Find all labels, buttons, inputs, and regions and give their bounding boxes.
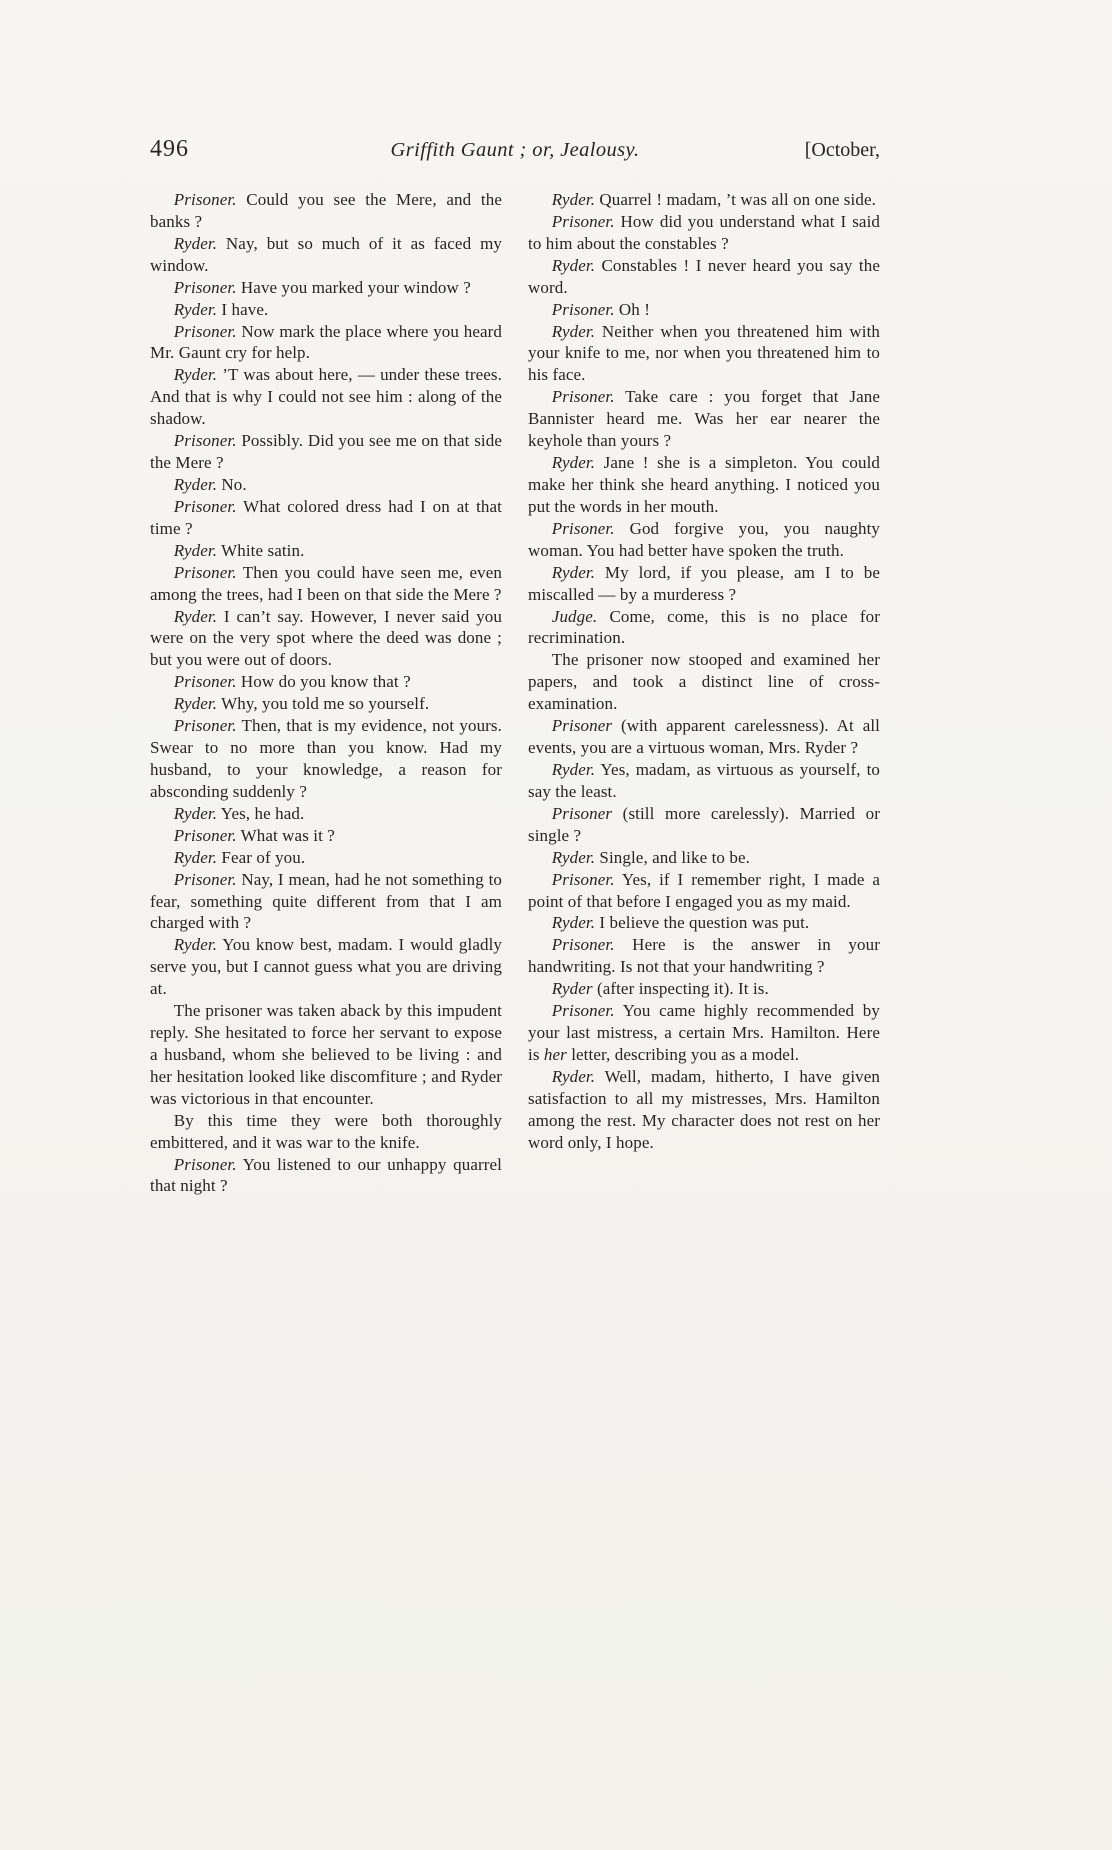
- text-run: By this time they were both thoroughly embittered, and it was war to the knife.: [150, 1110, 502, 1152]
- paragraph: [528, 1066, 880, 1154]
- italic-text: Ryder.: [551, 190, 596, 209]
- paragraph: [150, 474, 502, 496]
- paragraph: [150, 430, 502, 474]
- italic-text: Ryder.: [173, 365, 218, 385]
- running-title: Griffith Gaunt ; or, Jealousy.: [390, 139, 640, 161]
- italic-text: Prisoner.: [173, 716, 237, 736]
- issue-date: [October,: [804, 139, 880, 161]
- paragraph: [528, 606, 880, 650]
- paragraph: [528, 189, 880, 211]
- paragraph: [150, 277, 502, 299]
- italic-text: Prisoner: [551, 716, 613, 736]
- text-run: My lord, if you please, am I to be miscalled — by a murderess ?: [528, 562, 880, 604]
- paragraph: [528, 912, 880, 934]
- paragraph: [528, 715, 880, 759]
- paragraph: [528, 321, 880, 387]
- paragraph: [150, 934, 502, 1000]
- italic-text: Ryder.: [551, 321, 596, 341]
- italic-text: Prisoner.: [173, 190, 237, 209]
- italic-text: Prisoner.: [551, 1001, 615, 1021]
- paragraph: [150, 825, 502, 847]
- italic-text: Ryder: [551, 979, 593, 999]
- text-run: Then, that is my evidence, not yours. Swear to no more than you know. Had my husband, to your knowledge, a reason for absconding suddenly ?: [150, 716, 502, 801]
- two-column-text: [150, 189, 880, 1197]
- text-run: Here is the answer in your handwriting. Is not that your handwriting ?: [528, 935, 880, 977]
- text-run: Quarrel ! madam, ’t was all on one side.: [595, 190, 876, 209]
- italic-text: Ryder.: [173, 474, 218, 494]
- text-run: Well, madam, hitherto, I have given satisfaction to all my mistresses, Mrs. Hamilton among the rest. My character does not rest on her word only, I hope.: [528, 1066, 880, 1152]
- paragraph: [150, 496, 502, 540]
- text-run: The prisoner now stooped and examined her papers, and took a distinct line of cross-examination.: [528, 650, 880, 714]
- italic-text: Prisoner.: [551, 935, 615, 955]
- paragraph: [528, 759, 880, 803]
- text-run: ’T was about here, — under these trees. And that is why I could not see him : along of the shadow.: [150, 365, 502, 429]
- italic-text: Judge.: [551, 606, 598, 626]
- text-run: Why, you told me so yourself.: [217, 694, 430, 714]
- text-run: You came highly recommended by your last mistress, a certain Mrs. Hamilton. Here is: [528, 1001, 880, 1064]
- text-run: Yes, madam, as virtuous as yourself, to say the least.: [528, 759, 880, 801]
- text-run: Single, and like to be.: [595, 847, 750, 867]
- paragraph: [528, 299, 880, 321]
- italic-text: Ryder.: [173, 803, 218, 823]
- italic-text: Ryder.: [173, 299, 218, 319]
- paragraph: [150, 562, 502, 606]
- paragraph: [150, 847, 502, 869]
- italic-text: Ryder.: [173, 233, 218, 253]
- text-run: Yes, he had.: [217, 803, 305, 823]
- paragraph: [150, 693, 502, 715]
- paragraph: [528, 1000, 880, 1066]
- text-run: Possibly. Did you see me on that side the Mere ?: [150, 431, 502, 473]
- text-run: Have you marked your window ?: [236, 277, 471, 297]
- paragraph: [150, 606, 502, 672]
- text-run: Oh !: [614, 299, 651, 319]
- italic-text: Prisoner.: [551, 869, 615, 889]
- text-run: Then you could have seen me, even among the trees, had I been on that side the Mere ?: [150, 562, 502, 604]
- right-column: [528, 189, 880, 1197]
- text-run: No.: [217, 474, 247, 494]
- text-run: White satin.: [217, 540, 305, 560]
- text-run: What colored dress had I on at that time ?: [150, 496, 502, 538]
- paragraph: [528, 649, 880, 715]
- text-run: The prisoner was taken aback by this impudent reply. She hesitated to force her servant to expose a husband, whom she believed to be living : and her hesitation looked like discomfiture ; and Ryder was victorious in that encounter.: [150, 1001, 502, 1108]
- text-run: (after inspecting it). It is.: [592, 979, 769, 999]
- italic-text: Prisoner.: [173, 672, 237, 692]
- text-run: Nay, but so much of it as faced my window.: [150, 233, 502, 275]
- page-content: [150, 136, 880, 1197]
- page-number: 496: [150, 136, 189, 162]
- paragraph: [528, 452, 880, 518]
- text-run: Nay, I mean, had he not something to fear, something quite different from that I am charged with ?: [150, 869, 502, 933]
- text-run: I can’t say. However, I never said you were on the very spot where the deed was done ; but you were out of doors.: [150, 606, 502, 670]
- italic-text: Ryder.: [173, 540, 218, 560]
- paragraph: [150, 803, 502, 825]
- paragraph: [150, 671, 502, 693]
- text-run: Could you see the Mere, and the banks ?: [150, 190, 502, 231]
- paragraph: [150, 715, 502, 803]
- text-run: Now mark the place where you heard Mr. Gaunt cry for help.: [150, 321, 502, 363]
- paragraph: [150, 189, 502, 233]
- paragraph: [528, 562, 880, 606]
- italic-text: Ryder.: [551, 562, 596, 582]
- paragraph: [528, 847, 880, 869]
- paragraph: [150, 233, 502, 277]
- italic-text: Prisoner.: [173, 277, 237, 297]
- italic-text: Ryder.: [551, 255, 596, 275]
- text-run: Jane ! she is a simpleton. You could make her think she heard anything. I noticed you put the words in her mouth.: [528, 453, 880, 516]
- text-run: You listened to our unhappy quarrel that night ?: [150, 1154, 502, 1196]
- text-run: God forgive you, you naughty woman. You had better have spoken the truth.: [528, 518, 880, 560]
- italic-text: Prisoner.: [173, 431, 237, 451]
- italic-text: Ryder.: [551, 913, 596, 933]
- italic-text: her: [543, 1044, 567, 1064]
- italic-text: Ryder.: [551, 847, 596, 867]
- text-run: (still more carelessly). Married or single ?: [528, 803, 880, 845]
- italic-text: Prisoner.: [551, 299, 615, 319]
- paragraph: [528, 386, 880, 452]
- paragraph: [528, 978, 880, 1000]
- text-run: You know best, madam. I would gladly serve you, but I cannot guess what you are driving at.: [150, 935, 502, 999]
- paragraph: [528, 934, 880, 978]
- paragraph: [528, 211, 880, 255]
- text-run: Take care : you forget that Jane Bannister heard me. Was her ear nearer the keyhole than yours ?: [528, 387, 880, 451]
- italic-text: Ryder.: [551, 1066, 596, 1086]
- italic-text: Ryder.: [173, 847, 218, 867]
- page-header: [150, 136, 880, 163]
- italic-text: Prisoner.: [551, 211, 615, 231]
- text-run: (with apparent carelessness). At all events, you are a virtuous woman, Mrs. Ryder ?: [528, 716, 880, 758]
- text-run: Come, come, this is no place for recrimination.: [528, 606, 880, 648]
- paragraph: [150, 299, 502, 321]
- italic-text: Prisoner.: [173, 825, 237, 845]
- text-run: How did you understand what I said to him about the constables ?: [528, 211, 880, 253]
- paragraph: [528, 518, 880, 562]
- text-run: Neither when you threatened him with your knife to me, nor when you threatened him to his face.: [528, 321, 880, 385]
- paragraph: [528, 255, 880, 299]
- italic-text: Prisoner.: [551, 387, 615, 407]
- text-run: Constables ! I never heard you say the word.: [528, 255, 880, 297]
- text-run: I believe the question was put.: [595, 913, 810, 933]
- text-run: Fear of you.: [217, 847, 306, 867]
- text-run: I have.: [217, 299, 269, 319]
- italic-text: Prisoner: [551, 803, 613, 823]
- paragraph: [150, 869, 502, 935]
- italic-text: Prisoner.: [173, 562, 237, 582]
- italic-text: Prisoner.: [173, 496, 237, 516]
- italic-text: Prisoner.: [551, 518, 615, 538]
- paragraph: [150, 1110, 502, 1154]
- paragraph: [150, 321, 502, 365]
- italic-text: Ryder.: [551, 453, 596, 473]
- text-run: What was it ?: [236, 825, 335, 845]
- paragraph: [150, 364, 502, 430]
- italic-text: Ryder.: [173, 935, 218, 955]
- text-run: How do you know that ?: [236, 672, 411, 692]
- paragraph: [528, 869, 880, 913]
- text-run: Yes, if I remember right, I made a point of that before I engaged you as my maid.: [528, 869, 880, 911]
- italic-text: Prisoner.: [173, 1154, 237, 1174]
- italic-text: Prisoner.: [173, 869, 237, 889]
- paragraph: [150, 1000, 502, 1110]
- italic-text: Ryder.: [551, 759, 596, 779]
- left-column: [150, 189, 502, 1197]
- text-run: letter, describing you as a model.: [566, 1044, 800, 1064]
- italic-text: Ryder.: [173, 606, 218, 626]
- italic-text: Prisoner.: [173, 321, 237, 341]
- paragraph: [150, 540, 502, 562]
- italic-text: Ryder.: [173, 694, 218, 714]
- paragraph: [528, 803, 880, 847]
- paragraph: [150, 1154, 502, 1198]
